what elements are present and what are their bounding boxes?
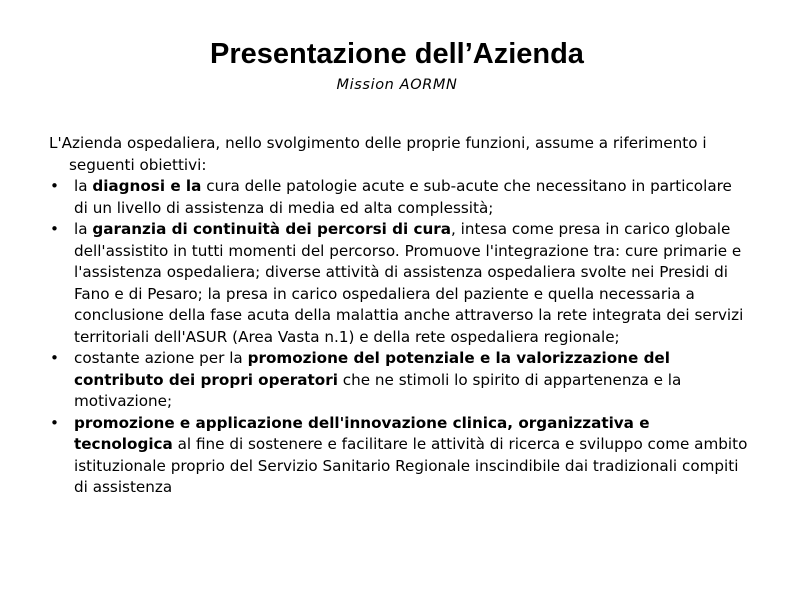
page-title: Presentazione dell’Azienda xyxy=(210,38,584,70)
intro-paragraph: L'Azienda ospedaliera, nello svolgimento delle proprie funzioni, assume a riferimento i seguenti obiettivi: xyxy=(49,134,707,174)
bullet-icon: • xyxy=(50,349,59,367)
body-text: la xyxy=(74,177,93,195)
objectives-list xyxy=(49,176,749,499)
page-subtitle: Mission AORMN xyxy=(336,77,458,93)
body-text: la xyxy=(74,220,93,238)
emphasis-text: diagnosi e la xyxy=(92,177,202,195)
emphasis-text: garanzia di continuità dei percorsi di cura xyxy=(92,220,452,238)
objective-item xyxy=(49,413,749,499)
body-text: al fine di sostenere e facilitare le attività di ricerca e sviluppo come ambito istituzionale proprio del Servizio Sanitario Regionale inscindibile dai tradizionali compiti di assistenza xyxy=(74,435,748,496)
bullet-icon: • xyxy=(50,220,59,238)
emphasis-text: promozione e applicazione dell'innovazione clinica, organizzativa e tecnologica xyxy=(74,413,650,453)
bullet-icon: • xyxy=(50,413,59,432)
objective-item xyxy=(49,176,749,219)
body-text: che ne stimoli lo spirito di appartenenza e la motivazione; xyxy=(74,370,682,410)
body-text: costante azione per la xyxy=(74,349,248,367)
objective-item xyxy=(49,348,749,413)
emphasis-text: promozione del potenziale e la valorizzazione del contributo dei propri operatori xyxy=(74,349,670,389)
objective-item xyxy=(49,219,749,348)
document-body xyxy=(49,133,749,499)
body-text: , intesa come presa in carico globale dell'assistito in tutti momenti del percorso. Promuove l'integrazione tra: cure primarie e l'assistenza ospedaliera; diverse attività di assistenza ospedaliera svolte nei Presidi di Fano e di Pesaro; la presa in carico ospedaliera del paziente e quella necessaria a conclusione della fase acuta della malattia anche attraverso la rete integrata dei servizi territoriali dell'ASUR (Area Vasta n.1) e della rete ospedaliera regionale; xyxy=(74,220,744,346)
bullet-icon: • xyxy=(50,177,59,195)
body-text: cura delle patologie acute e sub-acute che necessitano in particolare di un livello di assistenza di media ed alta complessità; xyxy=(74,177,732,217)
